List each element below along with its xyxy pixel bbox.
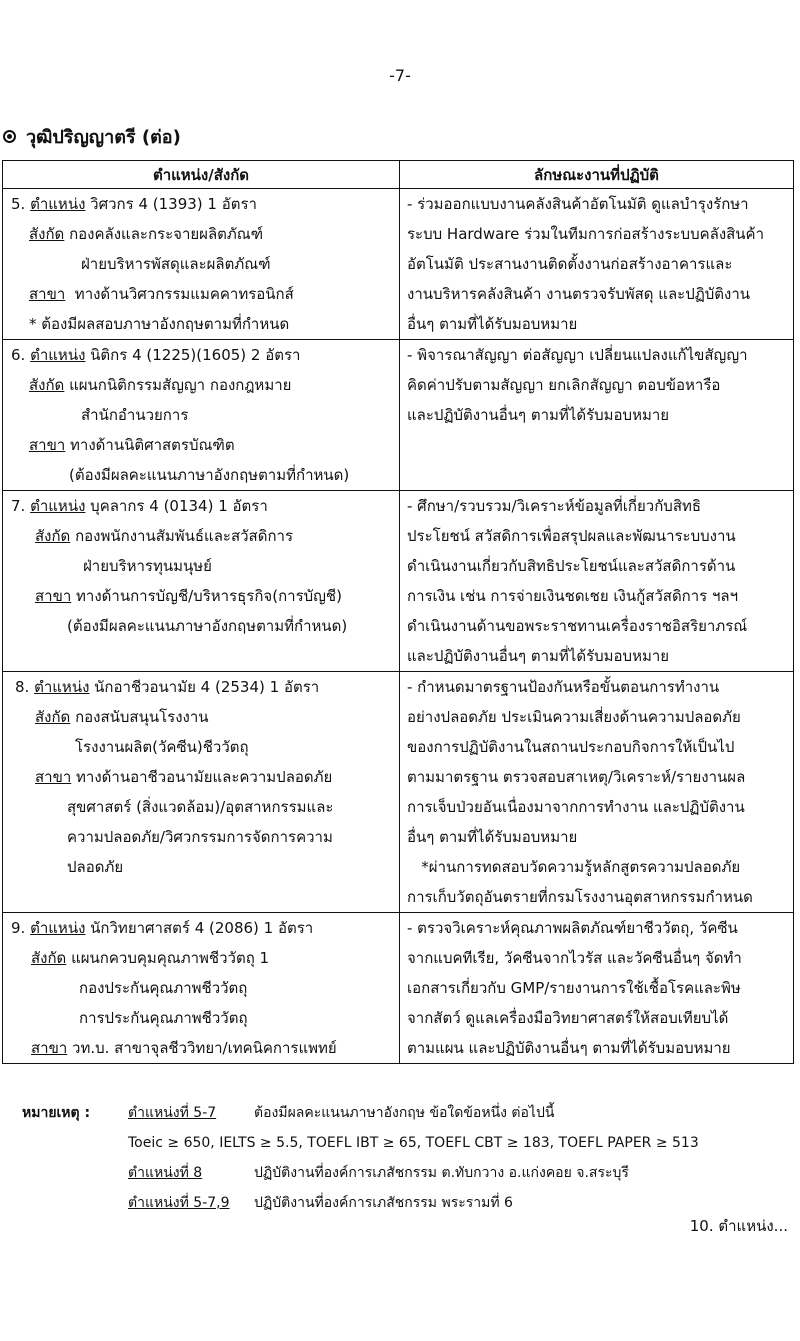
remark-key: ตำแหน่งที่ 8	[128, 1165, 203, 1181]
position-line	[3, 521, 399, 551]
remark-row	[22, 1188, 782, 1218]
table-header-row	[3, 161, 794, 189]
duties-line: - ศึกษา/รวบรวม/วิเคราะห์ข้อมูลที่เกี่ยวกับสิทธิ	[407, 497, 702, 515]
field-label: สังกัด	[29, 225, 65, 243]
field-value: ทางด้านนิติศาสตรบัณฑิต	[65, 436, 235, 454]
position-line	[3, 1033, 399, 1063]
duties-cell	[400, 672, 794, 913]
remark-row	[22, 1098, 782, 1128]
position-cell	[3, 189, 400, 340]
duties-line: จากแบคทีเรีย, วัคซีนจากไวรัส และวัคซีนอื่นๆ จัดทำ	[407, 949, 742, 967]
position-line	[3, 852, 399, 882]
table-row	[3, 340, 794, 491]
field-value: สุขศาสตร์ (สิ่งแวดล้อม)/อุตสาหกรรมและ	[67, 798, 334, 816]
header-duties: ลักษณะงานที่ปฏิบัติ	[400, 161, 794, 189]
field-label: สาขา	[35, 768, 72, 786]
position-line	[3, 611, 399, 641]
remark-text: Toeic ≥ 650, IELTS ≥ 5.5, TOEFL IBT ≥ 65, TOEFL CBT ≥ 183, TOEFL PAPER ≥ 513	[128, 1135, 699, 1151]
field-value: นักอาชีวอนามัย 4 (2534) 1 อัตรา	[89, 678, 320, 696]
duties-cell	[400, 340, 794, 491]
duties-line: อัตโนมัติ ประสานงานติดตั้งงานก่อสร้างอาคารและ	[407, 255, 733, 273]
field-label: สังกัด	[29, 376, 65, 394]
duties-line: อื่นๆ ตามที่ได้รับมอบหมาย	[407, 828, 578, 846]
position-line	[3, 913, 399, 943]
field-value: กองสนับสนุนโรงงาน	[70, 708, 209, 726]
duties-line: งานบริหารคลังสินค้า งานตรวจรับพัสดุ และปฏิบัติงาน	[407, 285, 751, 303]
remark-row	[22, 1158, 782, 1188]
position-line	[3, 551, 399, 581]
position-cell	[3, 672, 400, 913]
position-line	[3, 762, 399, 792]
position-line	[3, 822, 399, 852]
position-line	[3, 973, 399, 1003]
field-value: ความปลอดภัย/วิศวกรรมการจัดการความ	[67, 828, 333, 846]
position-line	[3, 491, 399, 521]
field-label: ตำแหน่ง	[30, 346, 86, 364]
field-label: สาขา	[29, 436, 66, 454]
duties-line: - ตรวจวิเคราะห์คุณภาพผลิตภัณฑ์ยาชีววัตถุ, วัคซีน	[407, 919, 738, 937]
duties-line: และปฏิบัติงานอื่นๆ ตามที่ได้รับมอบหมาย	[407, 406, 670, 424]
field-label: สาขา	[31, 1039, 68, 1057]
remark-text: ปฏิบัติงานที่องค์การเภสัชกรรม ต.ทับกวาง อ.แก่งคอย จ.สระบุรี	[254, 1165, 629, 1181]
position-line	[3, 460, 399, 490]
field-value: ทางด้านวิศวกรรมแมคคาทรอนิกส์	[65, 285, 294, 303]
field-value: ฝ่ายบริหารพัสดุและผลิตภัณฑ์	[81, 255, 271, 273]
field-label: สังกัด	[31, 949, 67, 967]
field-value: กองพนักงานสัมพันธ์และสวัสดิการ	[70, 527, 294, 545]
duties-line: และปฏิบัติงานอื่นๆ ตามที่ได้รับมอบหมาย	[407, 647, 670, 665]
field-value: สำนักอำนวยการ	[81, 406, 189, 424]
duties-line: ของการปฏิบัติงานในสถานประกอบกิจการให้เป็นไป	[407, 738, 735, 756]
position-line	[3, 430, 399, 460]
field-value: การประกันคุณภาพชีววัตถุ	[79, 1009, 248, 1027]
field-value: ฝ่ายบริหารทุนมนุษย์	[83, 557, 212, 575]
position-line	[3, 672, 399, 702]
duties-line: อื่นๆ ตามที่ได้รับมอบหมาย	[407, 315, 578, 333]
duties-line: *ผ่านการทดสอบวัดความรู้หลักสูตรความปลอดภัย	[407, 858, 741, 876]
continuation-text: 10. ตำแหน่ง...	[689, 1217, 788, 1235]
field-value: กองประกันคุณภาพชีววัตถุ	[79, 979, 248, 997]
position-cell	[3, 913, 400, 1064]
field-label: สังกัด	[35, 527, 71, 545]
table-row	[3, 913, 794, 1064]
field-value: บุคลากร 4 (0134) 1 อัตรา	[85, 497, 268, 515]
field-value: วท.บ. สาขาจุลชีววิทยา/เทคนิคการแพทย์	[67, 1039, 337, 1057]
position-line	[3, 1003, 399, 1033]
duties-cell	[400, 913, 794, 1064]
duties-line: ตามมาตรฐาน ตรวจสอบสาเหตุ/วิเคราะห์/รายงานผล	[407, 768, 746, 786]
item-number: 7.	[11, 497, 31, 515]
duties-line: ดำเนินงานด้านขอพระราชทานเครื่องราชอิสริยาภรณ์	[407, 617, 748, 635]
position-line	[3, 370, 399, 400]
duties-line: เอกสารเกี่ยวกับ GMP/รายงานการใช้เชื้อโรคและพิษ	[407, 979, 741, 997]
duties-line: จากสัตว์ ดูแลเครื่องมือวิทยาศาสตร์ให้สอบเทียบได้	[407, 1009, 729, 1027]
table-row	[3, 672, 794, 913]
field-value: แผนกควบคุมคุณภาพชีววัตถุ 1	[66, 949, 270, 967]
remark-key: ตำแหน่งที่ 5-7	[128, 1105, 217, 1121]
field-value: นิติกร 4 (1225)(1605) 2 อัตรา	[85, 346, 301, 364]
duties-line: คิดค่าปรับตามสัญญา ยกเลิกสัญญา ตอบข้อหารือ	[407, 376, 721, 394]
position-line	[3, 189, 399, 219]
remark-row	[22, 1128, 782, 1158]
position-line	[3, 732, 399, 762]
field-value: นักวิทยาศาสตร์ 4 (2086) 1 อัตรา	[85, 919, 314, 937]
field-value: ทางด้านอาชีวอนามัยและความปลอดภัย	[71, 768, 333, 786]
field-label: ตำแหน่ง	[30, 919, 86, 937]
field-value: ทางด้านการบัญชี/บริหารธุรกิจ(การบัญชี)	[71, 587, 342, 605]
field-label: ตำแหน่ง	[30, 497, 86, 515]
position-line	[3, 340, 399, 370]
duties-line: - กำหนดมาตรฐานป้องกันหรือขั้นตอนการทำงาน	[407, 678, 720, 696]
duties-line: - ร่วมออกแบบงานคลังสินค้าอัตโนมัติ ดูแลบำรุงรักษา	[407, 195, 749, 213]
item-number: 5.	[11, 195, 31, 213]
duties-line: อย่างปลอดภัย ประเมินความเสี่ยงด้านความปลอดภัย	[407, 708, 741, 726]
field-value: * ต้องมีผลสอบภาษาอังกฤษตามที่กำหนด	[29, 315, 290, 333]
header-position: ตำแหน่ง/สังกัด	[3, 161, 400, 189]
position-line	[3, 309, 399, 339]
field-label: ตำแหน่ง	[30, 195, 86, 213]
position-line	[3, 792, 399, 822]
duties-line: การเก็บวัตถุอันตรายที่กรมโรงงานอุตสาหกรรมกำหนด	[407, 888, 753, 906]
duties-line: ระบบ Hardware ร่วมในทีมการก่อสร้างระบบคลังสินค้า	[407, 225, 765, 243]
duties-line: การเจ็บป่วยอันเนื่องมาจากการทำงาน และปฏิบัติงาน	[407, 798, 745, 816]
positions-table	[2, 160, 794, 1064]
table-row	[3, 189, 794, 340]
duties-line: ตามแผน และปฏิบัติงานอื่นๆ ตามที่ได้รับมอบหมาย	[407, 1039, 731, 1057]
field-value: ปลอดภัย	[67, 858, 124, 876]
item-number: 8.	[15, 678, 35, 696]
position-line	[3, 702, 399, 732]
duties-cell	[400, 189, 794, 340]
field-value: กองคลังและกระจายผลิตภัณฑ์	[64, 225, 264, 243]
item-number: 9.	[11, 919, 31, 937]
field-label: สังกัด	[35, 708, 71, 726]
position-line	[3, 249, 399, 279]
position-line	[3, 581, 399, 611]
item-number: 6.	[11, 346, 31, 364]
field-label: สาขา	[29, 285, 66, 303]
field-value: วิศวกร 4 (1393) 1 อัตรา	[85, 195, 257, 213]
duties-cell	[400, 491, 794, 672]
remark-label: หมายเหตุ :	[22, 1105, 91, 1121]
field-label: ตำแหน่ง	[34, 678, 90, 696]
section-heading	[3, 122, 181, 151]
field-value: โรงงานผลิต(วัคซีน)ชีววัตถุ	[75, 738, 249, 756]
remarks	[22, 1098, 782, 1218]
remark-text: ปฏิบัติงานที่องค์การเภสัชกรรม พระรามที่ 6	[254, 1195, 513, 1211]
duties-line: ดำเนินงานเกี่ยวกับสิทธิประโยชน์และสวัสดิการด้าน	[407, 557, 736, 575]
duties-line: - พิจารณาสัญญา ต่อสัญญา เปลี่ยนแปลงแก้ไขสัญญา	[407, 346, 748, 364]
position-line	[3, 279, 399, 309]
field-value: แผนกนิติกรรมสัญญา กองกฎหมาย	[64, 376, 292, 394]
position-cell	[3, 491, 400, 672]
remark-key: ตำแหน่งที่ 5-7,9	[128, 1195, 230, 1211]
position-line	[3, 219, 399, 249]
field-value: (ต้องมีผลคะแนนภาษาอังกฤษตามที่กำหนด)	[69, 466, 350, 484]
table-row	[3, 491, 794, 672]
duties-line: ประโยชน์ สวัสดิการเพื่อสรุปผลและพัฒนาระบบงาน	[407, 527, 736, 545]
field-label: สาขา	[35, 587, 72, 605]
position-line	[3, 943, 399, 973]
field-value: (ต้องมีผลคะแนนภาษาอังกฤษตามที่กำหนด)	[67, 617, 348, 635]
circle-bullet-icon	[3, 130, 16, 143]
page-number: -7-	[389, 66, 411, 85]
duties-line: การเงิน เช่น การจ่ายเงินชดเชย เงินกู้สวัสดิการ ฯลฯ	[407, 587, 739, 605]
position-cell	[3, 340, 400, 491]
position-line	[3, 400, 399, 430]
section-heading-text: วุฒิปริญญาตรี (ต่อ)	[26, 127, 181, 148]
remark-text: ต้องมีผลคะแนนภาษาอังกฤษ ข้อใดข้อหนึ่ง ต่อไปนี้	[254, 1105, 555, 1121]
